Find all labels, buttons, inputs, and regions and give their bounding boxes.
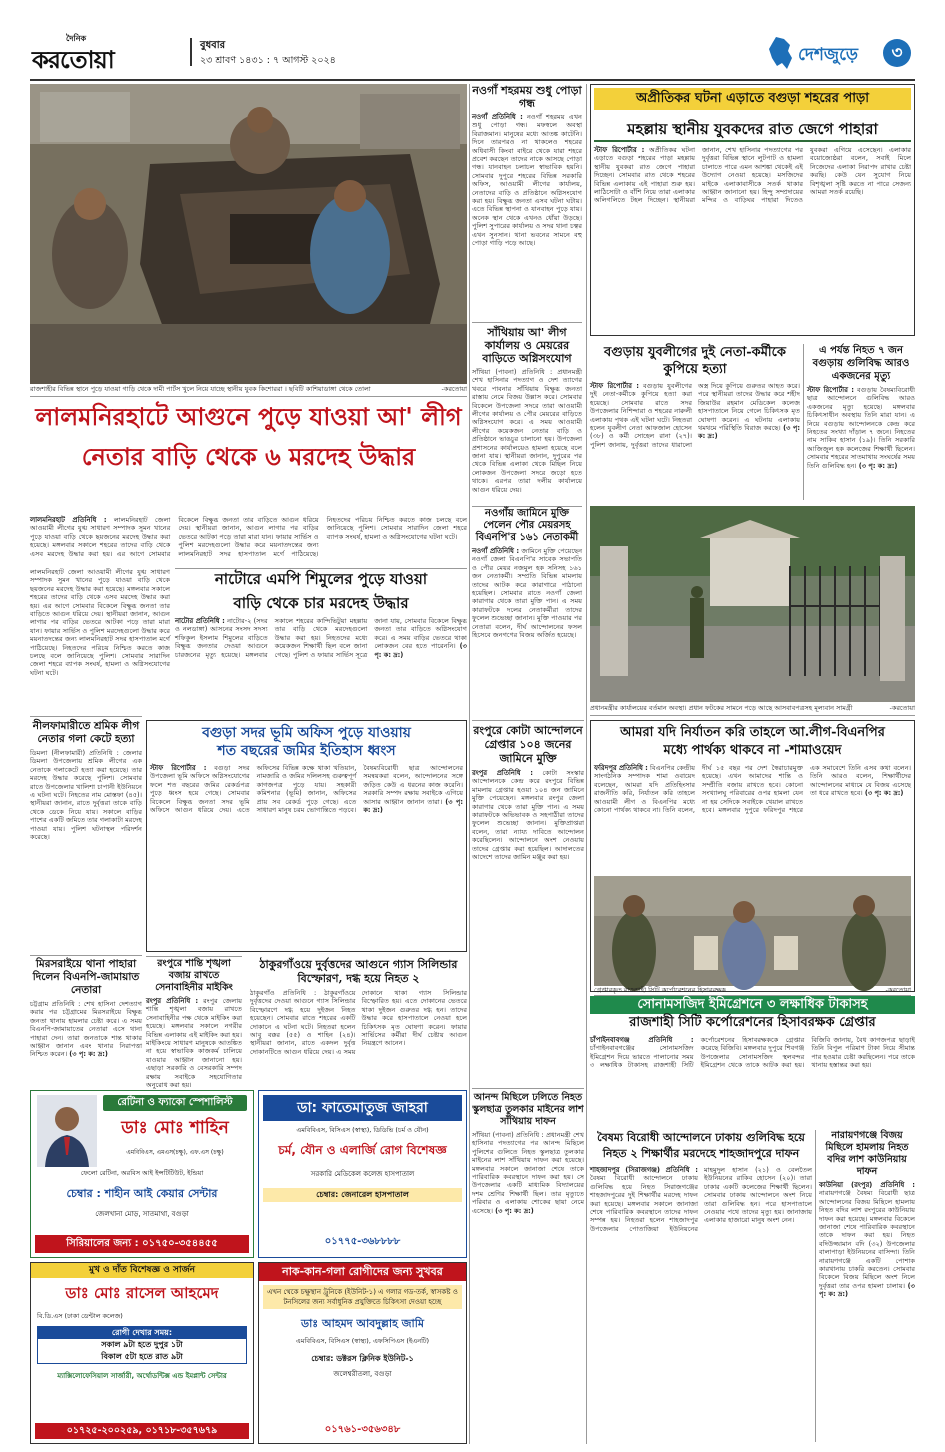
- article-shamim-continued: (৩ পৃ: ক: দ্র:): [864, 789, 904, 798]
- logo-small-text: দৈনিক: [66, 34, 87, 43]
- rule-nilphamari: [30, 716, 142, 717]
- article-mirsarai-body: [30, 1000, 142, 1082]
- article-naogaon-jail-byline: নওগাঁ প্রতিনিধি :: [472, 547, 520, 555]
- article-rangpur-army-text: রংপুর জেলায় শান্তি শৃঙ্খলা বজায় রাখতে সেনাবাহিনীর পক্ষ থেকে মাইকিং করা হয়েছে। মঙ্গলবার সকালে নগরীর বিভিন্ন এলাকায় এই মাইকিং করা হয়। মাইকিংয়ে সাধারণ মানুষকে আতঙ্কিত না হয়ে স্বাভাবিক কাজকর্ম চালিয়ে যাওয়ার আহ্বান জানানো হয়। এছাড়া সরকারি ও বেসরকারি সম্পদ রক্ষায় সবাইকে সহযোগিতার অনুরোধ করা হয়।: [146, 997, 242, 1090]
- article-sona-masjid-byline: চাঁপাইনবাবগঞ্জ প্রতিনিধি :: [590, 1036, 694, 1044]
- article-naogaon-jail-text: জামিনে মুক্তি পেয়েছেন নওগাঁ জেলা বিএনপি'র সাবেক সভাপতি ও পৌর মেয়র নজমুল হক সনিসহ ১৬১ জন নেতাকর্মী। সম্প্রতি বিভিন্ন মামলায় তাদের আটক করে কারাগারে পাঠানো হয়েছিল। সোমবার রাতে নওগাঁ জেলা কারাগার থেকে তারা মুক্তি পান। এ সময় কারাফটকে দলের নেতাকর্মীরা তাদের ফুলেল শুভেচ্ছা জানান। মুক্তি পাওয়ার পর নেতারা বলেন, দীর্ঘ আন্দোলনের ফসল হিসেবে জনগণের বিজয় অর্জিত হয়েছে।: [472, 547, 583, 640]
- article-narayanganj-body: [819, 1181, 915, 1439]
- ad-shahin-title: রেটিনা ও ফ্যাকো স্পেশালিস্ট: [103, 1095, 247, 1111]
- sona-masjid-headline-line1: সোনামসজিদ ইমিগ্রেশনে ৩ লক্ষাধিক টাকাসহ: [590, 996, 915, 1014]
- ad-ent-doctor: ডাঃ আহমদ আবদুল্লাহ জামি: [301, 1317, 424, 1330]
- article-bogura-killed-body: [807, 386, 915, 490]
- photo-burnt-vehicle-caption: [30, 385, 467, 397]
- article-dhaka-students-body: [590, 1166, 812, 1436]
- article-dhaka-students: [590, 1130, 812, 1444]
- article-narayanganj-headline: নারায়ণগঞ্জে বিজয় মিছিলে হামলায় নিহত বদির লাশ কাউনিয়ায় দাফন: [825, 1130, 909, 1177]
- ad-rasel-timing-label: রোগী দেখার সময়:: [38, 1327, 246, 1339]
- article-jubo-league-text: বগুড়ায় যুবলীগের দুই নেতা-কর্মীকে কুপিয়ে হত্যা করা হয়েছে। সোমবার রাতে সদর উপজেলার নিশিন্দারা ও শহরের নারুলী এলাকায় পৃথক এই ঘটনা ঘটে। নিহতরা হলেন যুবলীগ নেতা আফজাল হোসেন (৩৮) ও কর্মী সোহেল রানা (২৭)। পুলিশ জানায়, দুর্বৃত্তরা তাদের ধারালো অস্ত্র দিয়ে কুপিয়ে গুরুতর আহত করে। পরে স্থানীয়রা তাদের উদ্ধার করে শহীদ জিয়াউর রহমান মেডিকেল কলেজ হাসপাতালে নিয়ে গেলে চিকিৎসক মৃত ঘোষণা করেন। এ ঘটনায় এলাকায় থমথমে পরিস্থিতি বিরাজ করছে।: [590, 382, 800, 449]
- article-jubo-league-body: [590, 382, 800, 496]
- ad-rasel-tagline: মুখ ও দাঁত বিশেষজ্ঞ ও সার্জন: [31, 1263, 253, 1278]
- article-sona-masjid-body: [590, 1036, 915, 1120]
- rule-col-1: [469, 84, 470, 1444]
- rule-rangpur-jail: [472, 720, 584, 721]
- caption-credit: -করতোয়া: [885, 986, 911, 994]
- ad-rasel-phone: ০১৭২৫-২০০২৫৯, ০১৭১৮-৩৫৭৬৭৯: [35, 1423, 249, 1439]
- article-rangpur-jail-headline: রংপুরে কোটা আন্দোলনে গ্রেপ্তার ১০৪ জনের জামিনে মুক্তি: [473, 724, 583, 765]
- article-narayanganj-continued: (৩ পৃ: ক: দ্র:): [819, 1281, 915, 1299]
- ad-shahin-address: জেলখানা মোড়, সাতমাথা, বগুড়া: [95, 1210, 189, 1218]
- article-mirsarai-continued: (৩ পৃ: ক: দ্র:): [69, 1050, 108, 1059]
- article-anondo-headline: আনন্দ মিছিলে ঢলিতে নিহত স্কুলছাত্র তুলকার মাইনের লাশ সাঁথিয়ায় দাফন: [472, 1092, 584, 1127]
- masthead-rule: [30, 79, 915, 81]
- article-natore-byline: নাটোর প্রতিনিধি :: [175, 617, 225, 625]
- article-naogaon-text: নওগাঁ শহরময় এখন শুধু পোড়া গন্ধ। মফস্বলে অবস্থা বিরাজমান। মানুষের মধ্যে আতঙ্ক কাটেনি। দিনে তারপরও না থাকলেও শহরের অধিবাসী কিংবা বাইরে থেকে যারা শহরে প্রবেশ করছেন তাদের নাকে আসছে পোড়া গন্ধ। যানবাহন চলাচল স্বাভাবিক হয়নি। সোমবার দুপুরে শহরের বিভিন্ন সরকারি অফিস, আওয়ামী লীগের কার্যালয়, নেতাদের বাড়ি ও প্রতিষ্ঠানে অগ্নিসংযোগ করা হয়। বিক্ষুব্ধ জনতা এসব ঘটনা ঘটায়। এতে বিভিন্ন স্থাপনা ও যানবাহন পুড়ে যায়। অনেক স্থান থেকে এখনও ধোঁয়া উড়ছে। পুলিশ সুপারের কার্যালয় ও সদর থানা চত্বর এখন সুনসান। থানা ভবনের সামনে বহু পোড়া গাড়ি পড়ে আছে।: [472, 113, 582, 248]
- shamim-headline-line2: মধ্যে পার্থক্য থাকবে না -শামাওয়েদ: [663, 743, 842, 758]
- ad-ent-phone: ০১৭৬১-৩৫৬৩৪৮: [324, 1424, 401, 1435]
- article-mirsarai-headline: মিরসরাইয়ে থানা পাহারা দিলেন বিএনপি-জামায়াত নেতারা: [32, 958, 140, 996]
- article-bogura-killed: [807, 344, 915, 502]
- article-nilphamari: [30, 720, 142, 950]
- article-bogura-killed-headline: এ পর্যন্ত নিহত ৭ জন বগুড়ায় গুলিবিদ্ধ আরও একজনের মৃত্যু: [812, 345, 910, 382]
- article-sakhipur-body: সাঁথিয়া (পাবনা) প্রতিনিধি : প্রধানমন্ত্রী শেখ হাসিনার পদত্যাগ ও দেশ ত্যাগের খবরে পাবনার সাঁথিয়ায় বিক্ষুব্ধ জনতা রাস্তায় নেমে বিজয় উল্লাস করে। সোমবার বিকেলে উপজেলা সদরে তারা আওয়ামী লীগের কার্যালয় ও পৌর মেয়রের বাড়িতে অগ্নিসংযোগ করে। এ সময় আওয়ামী লীগের কয়েকজন নেতার বাড়ি ও প্রতিষ্ঠানে ভাঙচুর চালানো হয়। উপজেলা প্রশাসনের কার্যালয়েও হামলা হয়েছে বলে জানা যায়। স্থানীয়রা জানান, দুপুরের পর থেকে বিভিন্ন এলাকা থেকে মিছিল নিয়ে লোকজন উপজেলা সদরে জড়ো হতে থাকে। এরপর তারা দলীয় কার্যালয়ে আগুন ধরিয়ে দেয়।: [472, 368, 582, 494]
- ad-shahin-photo: [37, 1095, 97, 1167]
- article-bogura-night-body: [594, 146, 911, 318]
- ad-ent: [258, 1262, 467, 1444]
- ad-shahin-phone-bar: [35, 1235, 249, 1253]
- jubo-league-headline-line1: বগুড়ায় যুবলীগের দুই নেতা-কর্মীকে: [604, 345, 786, 360]
- ad-ent-chamber: চেম্বার: ডক্টরস ক্লিনিক ইউনিট-১: [311, 1354, 414, 1363]
- jubo-league-headline-line2: কুপিয়ে হত্যা: [663, 362, 727, 377]
- article-bogura-killed-continued: (৩ পৃ: ক: দ্র:): [858, 461, 898, 470]
- ad-rasel-name: ডাঃ মোঃ রাসেল আহমেদ: [65, 1284, 219, 1302]
- dhaka-students-headline-line2: নিহত ২ শিক্ষার্থীর মরদেহে শাহজাদপুরে দাফন: [602, 1147, 800, 1160]
- article-shamim-body: [594, 764, 911, 872]
- article-dhaka-students-text: বৈষম্য বিরোধী আন্দোলনে ঢাকায় গুলিবিদ্ধ হয়ে নিহত সিরাজগঞ্জের শাহজাদপুরের দুই শিক্ষার্থীর মরদেহ দাফন করা হয়েছে। মঙ্গলবার সকালে জানাজা শেষে পারিবারিক কবরস্থানে তাদের দাফন সম্পন্ন হয়। নিহতরা হলেন শাহজাদপুর উপজেলার পোতাজিয়া ইউনিয়নের মাহমুদুল হাসান (২১) ও বেলতৈল ইউনিয়নের রাকিব হোসেন (২০)। তারা ঢাকার একটি কলেজের শিক্ষার্থী ছিলেন। সোমবার ঢাকায় আন্দোলনে অংশ নিয়ে তারা গুলিবিদ্ধ হন। পরে হাসপাতালে নেওয়ার পথে তাদের মৃত্যু হয়। জানাজায় এলাকার হাজারো মানুষ অংশ নেন।: [590, 1166, 812, 1233]
- masthead: [0, 0, 945, 80]
- article-naogaon-headline: নওগাঁ শহরময় শুধু পোড়া গন্ধ: [472, 84, 582, 110]
- photo-burnt-vehicle-image: [30, 84, 467, 384]
- photo-burnt-vehicle: [30, 84, 467, 384]
- rule-jubo-killed: [803, 344, 804, 500]
- page-number: ৩: [883, 39, 911, 67]
- ad-rasel-timing-box: [37, 1326, 247, 1364]
- article-bogura-land-byline: স্টাফ রিপোর্টার :: [150, 764, 207, 772]
- article-bogura-night-byline: স্টাফ রিপোর্টার :: [594, 146, 645, 154]
- article-rangpur-jail-body: [472, 769, 584, 949]
- article-jubo-league-continued: (৩ পৃ: ক: দ্র:): [698, 424, 800, 441]
- ad-rasel-degree: বি.ডি.এস (ঢাকা ডেন্টাল কলেজ): [37, 1312, 123, 1320]
- article-sona-masjid: [590, 996, 915, 1126]
- lalmonirhat-headline-line1: লালমনিরহাটে আগুনে পুড়ে যাওয়া আ' লীগ: [35, 402, 462, 431]
- photo-arrest-image: [594, 876, 911, 986]
- article-natore-continued: (৩ পৃ: ক: দ্র:): [374, 642, 467, 659]
- article-naogaon-jail-body: [472, 547, 582, 707]
- article-bogura-killed-text: বগুড়ায় বৈষম্যবিরোধী ছাত্র আন্দোলনে গুলিবিদ্ধ আরও একজনের মৃত্যু হয়েছে। মঙ্গলবার চিকিৎসাধীন অবস্থায় তিনি মারা যান। এ নিয়ে বগুড়ায় আন্দোলনকে কেন্দ্র করে নিহতের সংখ্যা দাঁড়াল ৭ জনে। নিহতের নাম সাকিব হাসান (১৯)। তিনি সরকারি আজিজুল হক কলেজের শিক্ষার্থী ছিলেন। সোমবার শহরের সাতমাথায় সংঘর্ষের সময় তিনি গুলিবিদ্ধ হন।: [807, 386, 915, 470]
- ad-dr-fatematuz: [258, 1090, 467, 1258]
- article-thakurgaon: [250, 958, 467, 1082]
- ad-shahin-center: চেম্বার : শাহীন আই কেয়ার সেন্টার: [66, 1187, 218, 1200]
- issue-day: বুধবার: [200, 40, 226, 51]
- lalmonirhat-headline-line2: নেতার বাড়ি থেকে ৬ মরদেহ উদ্ধার: [81, 442, 416, 471]
- thakurgaon-headline-line2: বিস্ফোরণ, দগ্ধ হয়ে নিহত ২: [297, 972, 420, 985]
- article-lalmonirhat-body: [30, 516, 467, 568]
- article-naogaon-byline: নওগাঁ প্রতিনিধি :: [472, 113, 523, 121]
- article-rangpur-jail-byline: রংপুর প্রতিনিধি :: [472, 769, 533, 777]
- article-narayanganj-byline: কাউনিয়া (রংপুর) প্রতিনিধি :: [819, 1181, 915, 1189]
- shamim-headline-line1: আমরা যদি নির্যাতন করি তাহলে আ.লীগ-বিএনপির: [620, 725, 885, 740]
- masthead-divider: [190, 38, 192, 66]
- photo-pm-office-gate: [590, 506, 915, 702]
- article-naogaon-jail: [472, 508, 582, 718]
- article-thakurgaon-body: ঠাকুরগাঁও প্রতিনিধি : ঠাকুরগাঁওয়ে দুর্বৃত্তদের দেওয়া আগুনে গ্যাস সিলিন্ডার বিস্ফোরণে দগ্ধ হয়ে দুইজন নিহত হয়েছেন। সোমবার রাতে শহরের একটি দোকানে এ ঘটনা ঘটে। নিহতরা হলেন আবু বক্কর (৫৫) ও শাহিন (২৪)। স্থানীয়রা জানান, রাতে একদল দুর্বৃত্ত দোকানটিতে আগুন ধরিয়ে দেয়। এ সময় দোকানে থাকা গ্যাস সিলিন্ডার বিস্ফোরিত হয়। এতে দোকানের ভেতরে থাকা দুইজন গুরুতর দগ্ধ হন। তাদের উদ্ধার করে হাসপাতালে নেওয়া হলে চিকিৎসক মৃত ঘোষণা করেন। ফায়ার সার্ভিসের কর্মীরা দীর্ঘ চেষ্টায় আগুন নিয়ন্ত্রণে আনেন।: [250, 989, 467, 1056]
- article-natore-body: [175, 617, 467, 713]
- article-shamim-byline: ফরিদপুর প্রতিনিধি :: [594, 764, 648, 772]
- ad-shahin-name: ডাঃ মোঃ শাহিন: [121, 1118, 229, 1138]
- ad-fatematuz-hospital: সরকারি মেডিকেল কলেজ হাসপাতাল: [310, 1170, 415, 1178]
- section-badge: [768, 36, 913, 74]
- article-mirsarai-text: চট্টগ্রাম প্রতিনিধি : শেখ হাসিনা দেশত্যাগ করার পর চট্টগ্রামের মিরসরাইয়ে বিক্ষুব্ধ জনতা থানায় হামলার চেষ্টা করে। এ সময় বিএনপি-জামায়াতের নেতারা এসে থানা পাহারা দেন। তারা জনতাকে শান্ত থাকার আহ্বান জানান এবং থানার নিরাপত্তা নিশ্চিত করেন।: [30, 1000, 142, 1059]
- article-bogura-land-continued: (৩ পৃ: ক: দ্র:): [363, 797, 463, 815]
- rule-anondo: [472, 1088, 584, 1089]
- article-sona-masjid-text: চাঁপাইনবাবগঞ্জের সোনামসজিদ ইমিগ্রেশন দিয়ে ভারতে পালানোর সময় ৩ লক্ষাধিক টাকাসহ রাজশাহী সিটি কর্পোরেশনের হিসাবরক্ষককে গ্রেপ্তার করেছে বিজিবি। মঙ্গলবার দুপুরে শিবগঞ্জ উপজেলার সোনামসজিদ স্থলবন্দর ইমিগ্রেশন থেকে তাকে আটক করা হয়। বিজিবি জানায়, বৈধ কাগজপত্র ছাড়াই তিনি বিপুল পরিমাণ টাকা নিয়ে সীমান্ত পার হওয়ার চেষ্টা করছিলেন। পরে তাকে থানায় হস্তান্তর করা হয়।: [590, 1036, 915, 1070]
- article-narayanganj-text: নারায়ণগঞ্জে বৈষম্য বিরোধী ছাত্র আন্দোলনের বিজয় মিছিলে হামলায় নিহত বদির লাশ রংপুরের কাউনিয়ায় দাফন করা হয়েছে। মঙ্গলবার বিকেলে জানাজা শেষে পারিবারিক কবরস্থানে তাকে দাফন করা হয়। নিহত বদিউজ্জামান বদি (৩২) উপজেলার বালাপাড়া ইউনিয়নের বাসিন্দা। তিনি নারায়ণগঞ্জে একটি পোশাক কারখানায় চাকরি করতেন। সোমবার বিকেলে বিজয় মিছিলে অংশ নিলে দুর্বৃত্তরা তার ওপর হামলা চালায়।: [819, 1189, 915, 1290]
- article-natore-text: নাটোর-২ (সদর ও নলডাঙ্গা) আসনের সংসদ সদস্য শফিকুল ইসলাম শিমুলের বাড়িতে বিক্ষুব্ধ জনতার দেওয়া আগুনে চারজনের মৃত্যু হয়েছে। মঙ্গলবার সকালে শহরের কান্দিভিটুয়া মহল্লায় তার বাড়ি থেকে মরদেহগুলো উদ্ধার করা হয়। নিহতদের মধ্যে কয়েকজন শিক্ষার্থী ছিল বলে জানা গেছে। পুলিশ ও ফায়ার সার্ভিস সূত্রে জানা যায়, সোমবার বিকেলে বিক্ষুব্ধ জনতা তার বাড়িতে অগ্নিসংযোগ করে। এ সময় বাড়ির ভেতরে থাকা লোকজন বের হতে পারেননি।: [175, 617, 467, 659]
- article-rangpur-jail: [472, 724, 584, 964]
- ad-shahin-degree: এমবিবিএস, এমএস(চক্ষু), এফ.এস (চক্ষু): [126, 1149, 224, 1156]
- caption-credit: -করতোয়া: [889, 704, 915, 712]
- logo: [32, 36, 182, 72]
- article-bogura-night-text: অপ্রীতিকর ঘটনা এড়াতে বগুড়া শহরের পাড়া মহল্লায় স্থানীয় যুবকরা রাত জেগে পাহারা দিচ্ছেন। সোমবার রাত থেকে শহরের বিভিন্ন এলাকায় এই পাহারা শুরু হয়। লাঠিসোটা ও বাঁশি নিয়ে তারা এলাকার অলিগলিতে টহল দিচ্ছেন। স্থানীয়রা জানান, শেখ হাসিনার পদত্যাগের পর দুর্বৃত্তরা বিভিন্ন স্থানে লুটপাট ও হামলা চালাতে পারে এমন আশঙ্কা থেকেই এই উদ্যোগ নেওয়া হয়েছে। মসজিদের মাইকে এলাকাবাসীকে সতর্ক থাকার আহ্বান জানানো হয়। হিন্দু সম্প্রদায়ের মন্দির ও বাড়িঘর পাহারা দিতেও যুবকরা এগিয়ে এসেছেন। এলাকার বয়োজ্যেষ্ঠরা বলেন, সবাই মিলে নিজেদের এলাকা নিরাপদ রাখার চেষ্টা করছি। কেউ যেন সুযোগ নিয়ে বিশৃঙ্খলা সৃষ্টি করতে না পারে সেজন্য আমরা সতর্ক রয়েছি।: [594, 146, 911, 205]
- ad-fatematuz-degree: এমবিবিএস, বিসিএস (স্বাস্থ্য), ডিডিভি (চর্ম ও যৌন): [296, 1126, 429, 1134]
- ad-ent-body: এখন থেকে চক্ষুস্থান ট্রুনিকে (ইউনিট-১) এ গলার গড-তর্ক, স্বাসকষ্ট ও টনসিলের জন্য সর্বাধুনিক প্রযুক্তিতে চিকিৎসা দেওয়া হচ্ছে: [263, 1285, 462, 1309]
- article-nilphamari-body: ডিমলা (নীলফামারী) প্রতিনিধি : জেলার ডিমলা উপজেলায় শ্রমিক লীগের এক নেতাকে গলাকেটে হত্যা করা হয়েছে। তার মরদেহ উদ্ধার করেছে পুলিশ। সোমবার রাতে উপজেলার খালিশা চাপানী ইউনিয়নে এ ঘটনা ঘটে। নিহতের নাম মোস্তফা (৪৫)। স্থানীয়রা জানান, রাতে দুর্বৃত্তরা তাকে বাড়ি থেকে ডেকে নিয়ে যায়। সকালে বাড়ির পাশের একটি জমিতে তার গলাকাটা মরদেহ পাওয়া যায়। পুলিশ ঘটনাস্থল পরিদর্শন করেছে।: [30, 749, 142, 842]
- rule-mirsarai: [30, 955, 142, 956]
- caption-credit: -করতোয়া: [441, 385, 467, 393]
- article-rangpur-army: [146, 958, 242, 1090]
- doctor-portrait-icon: [37, 1095, 97, 1167]
- dhaka-students-headline-line1: বৈষম্য বিরোধী আন্দোলনে ঢাকায় গুলিবিদ্ধ হয়ে: [597, 1131, 805, 1144]
- rule-narayanganj: [815, 1130, 816, 1442]
- rule-naogaon-jail: [472, 506, 582, 507]
- section-title: দেশজুড়ে: [798, 45, 859, 65]
- thakurgaon-headline-line1: ঠাকুরগাঁওয়ে দুর্বৃত্তদের আগুনে গ্যাস সিলিন্ডার: [259, 958, 458, 971]
- ad-rasel-timing-1: সকাল ৯টা হতে দুপুর ১টা: [101, 1340, 183, 1349]
- photo-arrest: [594, 876, 911, 986]
- ad-rasel-clinic: ম্যাক্সিলোফেসিয়াল সার্জারী, অর্থোডন্টিক্স এন্ড ইমপ্লান্ট সেন্টার: [57, 1372, 227, 1380]
- article-shamim-text: বিএনপির কেন্দ্রীয় সাংগঠনিক সম্পাদক শামা ওবায়েদ বলেছেন, আমরা যদি প্রতিহিংসার রাজনীতি করি, নির্যাতন করি তাহলে আওয়ামী লীগ ও বিএনপির মধ্যে কোনো পার্থক্য থাকবে না। তিনি বলেন, দীর্ঘ ১৫ বছর পর দেশ স্বৈরাচারমুক্ত হয়েছে। এখন আমাদের শান্তি ও সম্প্রীতি বজায় রাখতে হবে। কোনো সংখ্যালঘু পরিবারের ওপর হামলা যেন না হয় সেদিকে সবাইকে খেয়াল রাখতে হবে। মঙ্গলবার দুপুরে ফরিদপুর শহরে এক সমাবেশে তিনি এসব কথা বলেন। তিনি আরও বলেন, শিক্ষার্থীদের আন্দোলনের মাধ্যমে যে বিজয় এসেছে তা ধরে রাখতে হবে।: [594, 764, 911, 815]
- ad-fatematuz-phone: ০১৭৭৫-৩৬৮৮৮৮: [324, 1236, 401, 1247]
- article-anondo-body: [472, 1131, 584, 1421]
- article-bogura-land-text: বগুড়া সদর উপজেলা ভূমি অফিসে অগ্নিসংযোগের ফলে শত বছরের জমির রেকর্ডপত্র পুড়ে ধ্বংস হয়ে গেছে। সোমবার বিকেলে বিক্ষুব্ধ জনতা সদর ভূমি অফিসে আগুন ধরিয়ে দেয়। এতে অফিসের বিভিন্ন কক্ষে থাকা খতিয়ান, নামজারি ও জমির দলিলসহ গুরুত্বপূর্ণ কাগজপত্র পুড়ে যায়। সহকারী কমিশনার (ভূমি) জানান, অফিসের প্রায় সব রেকর্ড পুড়ে গেছে। এতে সাধারণ মানুষ চরম ভোগান্তিতে পড়বে। বৈষম্যবিরোধী ছাত্র আন্দোলনের সমন্বয়করা বলেন, আন্দোলনের সঙ্গে জড়িত কেউ এ ধরনের কাজ করেনি। সরকারি সম্পদ রক্ষায় সবাইকে এগিয়ে আসার আহ্বান জানান তারা।: [150, 764, 463, 815]
- ad-fatematuz-name: ডা: ফাতেমাতুজ জাহরা: [263, 1095, 462, 1121]
- article-rangpur-army-headline: রংপুরে শান্তি শৃঙ্খলা বজায় রাখতে সেনাবাহিনীর মাইকিং: [155, 958, 233, 993]
- natore-headline-line2: বাড়ি থেকে চার মরদেহ উদ্ধার: [233, 594, 409, 612]
- article-narayanganj: [819, 1130, 915, 1444]
- caption-text: প্রধানমন্ত্রীর কার্যালয়ের বর্তমান অবস্থা। প্রধান ফটকের সামনে পড়ে আছে আসবাবপত্রসহ মূল্যবান সামগ্রী: [590, 704, 853, 712]
- ad-shahin-phone: ০১৭৫০-৩৫৪৪৫৫: [142, 1238, 218, 1249]
- article-rangpur-army-byline: রংপুর প্রতিনিধি :: [146, 997, 199, 1005]
- article-naogaon-body: [472, 113, 582, 323]
- caption-text: গ্রেপ্তারকৃত রাজশাহী সিটি কর্পোরেশনের হিসাবরক্ষক: [594, 986, 726, 994]
- article-nilphamari-headline: নীলফামারীতে শ্রমিক লীগ নেতার গলা কেটে হত্যা: [32, 720, 140, 745]
- natore-headline-line1: নাটোরে এমপি শিমুলের পুড়ে যাওয়া: [175, 568, 467, 589]
- bogura-night-headline-line1: অপ্রীতিকর ঘটনা এড়াতে বগুড়া শহরের পাড়া: [594, 88, 911, 110]
- article-dhaka-students-byline: শাহজাদপুর (সিরাজগঞ্জ) প্রতিনিধি :: [590, 1166, 698, 1174]
- article-rangpur-jail-text: কোটা সংস্কার আন্দোলনকে কেন্দ্র করে রংপুরে বিভিন্ন মামলায় গ্রেপ্তার হওয়া ১০৪ জন জামিনে মুক্তি পেয়েছেন। মঙ্গলবার রংপুর জেলা কারাগার থেকে তারা মুক্তি পান। এ সময় কারাফটকে অভিভাবক ও সহপাঠীরা তাদের ফুলেল শুভেচ্ছা জানান। মুক্তিপ্রাপ্তরা বলেন, তারা ন্যায্য দাবিতে আন্দোলন করেছিলেন। আন্দোলনে অংশ নেওয়ায় তাদের গ্রেপ্তার করা হয়েছিল। আদালতের আদেশে তাদের জামিন মঞ্জুর করা হয়।: [472, 769, 584, 862]
- rule-naogaon: [472, 322, 582, 323]
- article-naogaon-jail-headline: নওগাঁয় জামিনে মুক্তি পেলেন পৌর মেয়রসহ বিএনপি'র ১৬১ নেতাকর্মী: [475, 508, 579, 543]
- photo-pm-office-gate-caption: [590, 704, 915, 716]
- article-lalmonirhat-body-left: [30, 568, 170, 708]
- ad-fatematuz-specialty: চর্ম, যৌন ও এলার্জি রোগ বিশেষজ্ঞ: [278, 1143, 447, 1157]
- issue-date: ২৩ শ্রাবণ ১৪৩১ : ৭ আগস্ট ২০২৪: [200, 55, 336, 66]
- article-bogura-land-body: [150, 764, 463, 924]
- article-bogura-killed-byline: স্টাফ রিপোর্টার :: [807, 386, 854, 394]
- ad-fatematuz-chamber: চেম্বার: জেনারেল হাসপাতাল: [263, 1188, 462, 1202]
- ad-dr-shahin: [30, 1090, 254, 1258]
- article-anondo: [472, 1092, 584, 1444]
- article-anondo-text: সাঁথিয়া (পাবনা) প্রতিনিধি : প্রধানমন্ত্রী শেখ হাসিনার পদত্যাগের পর আনন্দ মিছিলে পুলিশের গুলিতে নিহত স্কুলছাত্র তুলকার মাইনের লাশ সাঁথিয়ায় দাফন করা হয়েছে। মঙ্গলবার সকালে জানাজা শেষে তাকে পারিবারিক কবরস্থানে দাফন করা হয়। সে উপজেলার একটি মাধ্যমিক বিদ্যালয়ের দশম শ্রেণির শিক্ষার্থী ছিল। তার মৃত্যুতে পরিবার ও এলাকায় শোকের ছায়া নেমে এসেছে।: [472, 1131, 584, 1215]
- ad-rasel-timing-2: বিকাল ৫টা হতে রাত ৯টা: [101, 1352, 183, 1361]
- article-bogura-night: [590, 84, 915, 336]
- ad-shahin-desc: ফেলো রেটিনা, অরবিস আই ইন্সটিটিউট, ইন্ডিয়া: [80, 1169, 204, 1177]
- ad-ent-title: নাক-কান-গলা রোগীদের জন্য সুখবর: [259, 1263, 466, 1281]
- article-rangpur-army-body: [146, 997, 242, 1090]
- rule-col-2: [586, 84, 587, 1444]
- caption-text: রাজশাহীর বিভিন্ন স্থানে পুড়ে যাওয়া গাড়ি থেকে দামী পার্টস খুলে নিয়ে যাচ্ছে স্থানীয় যুবক কিশোররা । ছবিটি কাশিয়াডাঙ্গা থেকে তোলা: [30, 385, 371, 393]
- article-jubo-league-byline: স্টাফ রিপোর্টার :: [590, 382, 639, 390]
- article-sakhipur: [472, 326, 582, 506]
- article-lalmonirhat-headline: [30, 402, 467, 512]
- ad-ent-address: জলেশ্বরীতলা, বগুড়া: [333, 1370, 392, 1378]
- bangladesh-map-icon: [768, 36, 794, 70]
- ad-shahin-serial-label: সিরিয়ালের জন্য :: [66, 1238, 139, 1249]
- article-anondo-continued: (৩ পৃ: ক: দ্র:): [495, 1206, 534, 1215]
- rule-rangpur-army: [146, 956, 242, 957]
- article-lalmonirhat-text-cont: লালমনিরহাট জেলা আওয়ামী লীগের যুগ্ম সাধারণ সম্পাদক সুমন খানের পুড়ে যাওয়া বাড়ি থেকে ছয়জনের মরদেহ উদ্ধার করা হয়েছে। মঙ্গলবার সকালে শহরের তাদের বাড়ি থেকে এসব মরদেহ উদ্ধার করা হয়। এর আগে সোমবার বিকেলে বিক্ষুব্ধ জনতা তার বাড়িতে আগুন ধরিয়ে দেয়। স্থানীয়রা জানান, আগুন লাগার পর বাড়ির ভেতরে আটকা পড়ে তারা মারা যান। ফায়ার সার্ভিস ও পুলিশ মরদেহগুলো উদ্ধার করে ময়নাতদন্তের জন্য লালমনিরহাট সদর হাসপাতাল মর্গে পাঠিয়েছে। নিহতদের পরিচয় নিশ্চিত করতে কাজ চলছে বলে জানিয়েছে পুলিশ। সোমবার সারাদিন জেলা শহরে ব্যাপক সংঘর্ষ, হামলা ও অগ্নিসংযোগের ঘটনা ঘটে।: [30, 568, 170, 677]
- photo-pm-office-gate-image: [590, 506, 915, 702]
- article-natore: [175, 568, 467, 716]
- article-lalmonirhat-byline: লালমনিরহাট প্রতিনিধি :: [30, 516, 107, 524]
- article-bogura-land: [146, 720, 467, 952]
- sona-masjid-headline-line2: রাজশাহী সিটি কর্পোরেশনের হিসাবরক্ষক গ্রেপ্তার: [629, 1015, 876, 1030]
- bogura-night-headline-line2: মহল্লায় স্থানীয় যুবকদের রাত জেগে পাহারা: [594, 118, 911, 142]
- article-shamim: [590, 720, 915, 992]
- logo-main-text: করতোয়া: [32, 45, 114, 74]
- article-jubo-league: [590, 344, 800, 502]
- bogura-land-headline-line1: বগুড়া সদর ভূমি অফিস পুড়ে যাওয়ায়: [202, 725, 411, 741]
- article-sakhipur-headline: সাঁথিয়ায় আ' লীগ কার্যালয় ও মেয়রের বাড়িতে অগ্নিসংযোগ: [482, 326, 572, 365]
- ad-dr-rasel: [30, 1262, 254, 1444]
- article-mirsarai: [30, 958, 142, 1082]
- ad-ent-degree: এমবিবিএস, বিসিএস (স্বাস্থ্য), এফসিপিএস (ইএনটি): [295, 1337, 430, 1345]
- bogura-land-headline-line2: শত বছরের জমির ইতিহাস ধ্বংস: [217, 743, 396, 759]
- article-lalmonirhat-text: লালমনিরহাট জেলা আওয়ামী লীগের যুগ্ম সাধারণ সম্পাদক সুমন খানের পুড়ে যাওয়া বাড়ি থেকে ছয়জনের মরদেহ উদ্ধার করা হয়েছে। মঙ্গলবার সকালে শহরের তাদের বাড়ি থেকে এসব মরদেহ উদ্ধার করা হয়। এর আগে সোমবার বিকেলে বিক্ষুব্ধ জনতা তার বাড়িতে আগুন ধরিয়ে দেয়। স্থানীয়রা জানান, আগুন লাগার পর বাড়ির ভেতরে আটকা পড়ে তারা মারা যান। ফায়ার সার্ভিস ও পুলিশ মরদেহগুলো উদ্ধার করে ময়নাতদন্তের জন্য লালমনিরহাট সদর হাসপাতাল মর্গে পাঠিয়েছে। নিহতদের পরিচয় নিশ্চিত করতে কাজ চলছে বলে জানিয়েছে পুলিশ। সোমবার সারাদিন জেলা শহরে ব্যাপক সংঘর্ষ, হামলা ও অগ্নিসংযোগের ঘটনা ঘটে।: [30, 516, 467, 558]
